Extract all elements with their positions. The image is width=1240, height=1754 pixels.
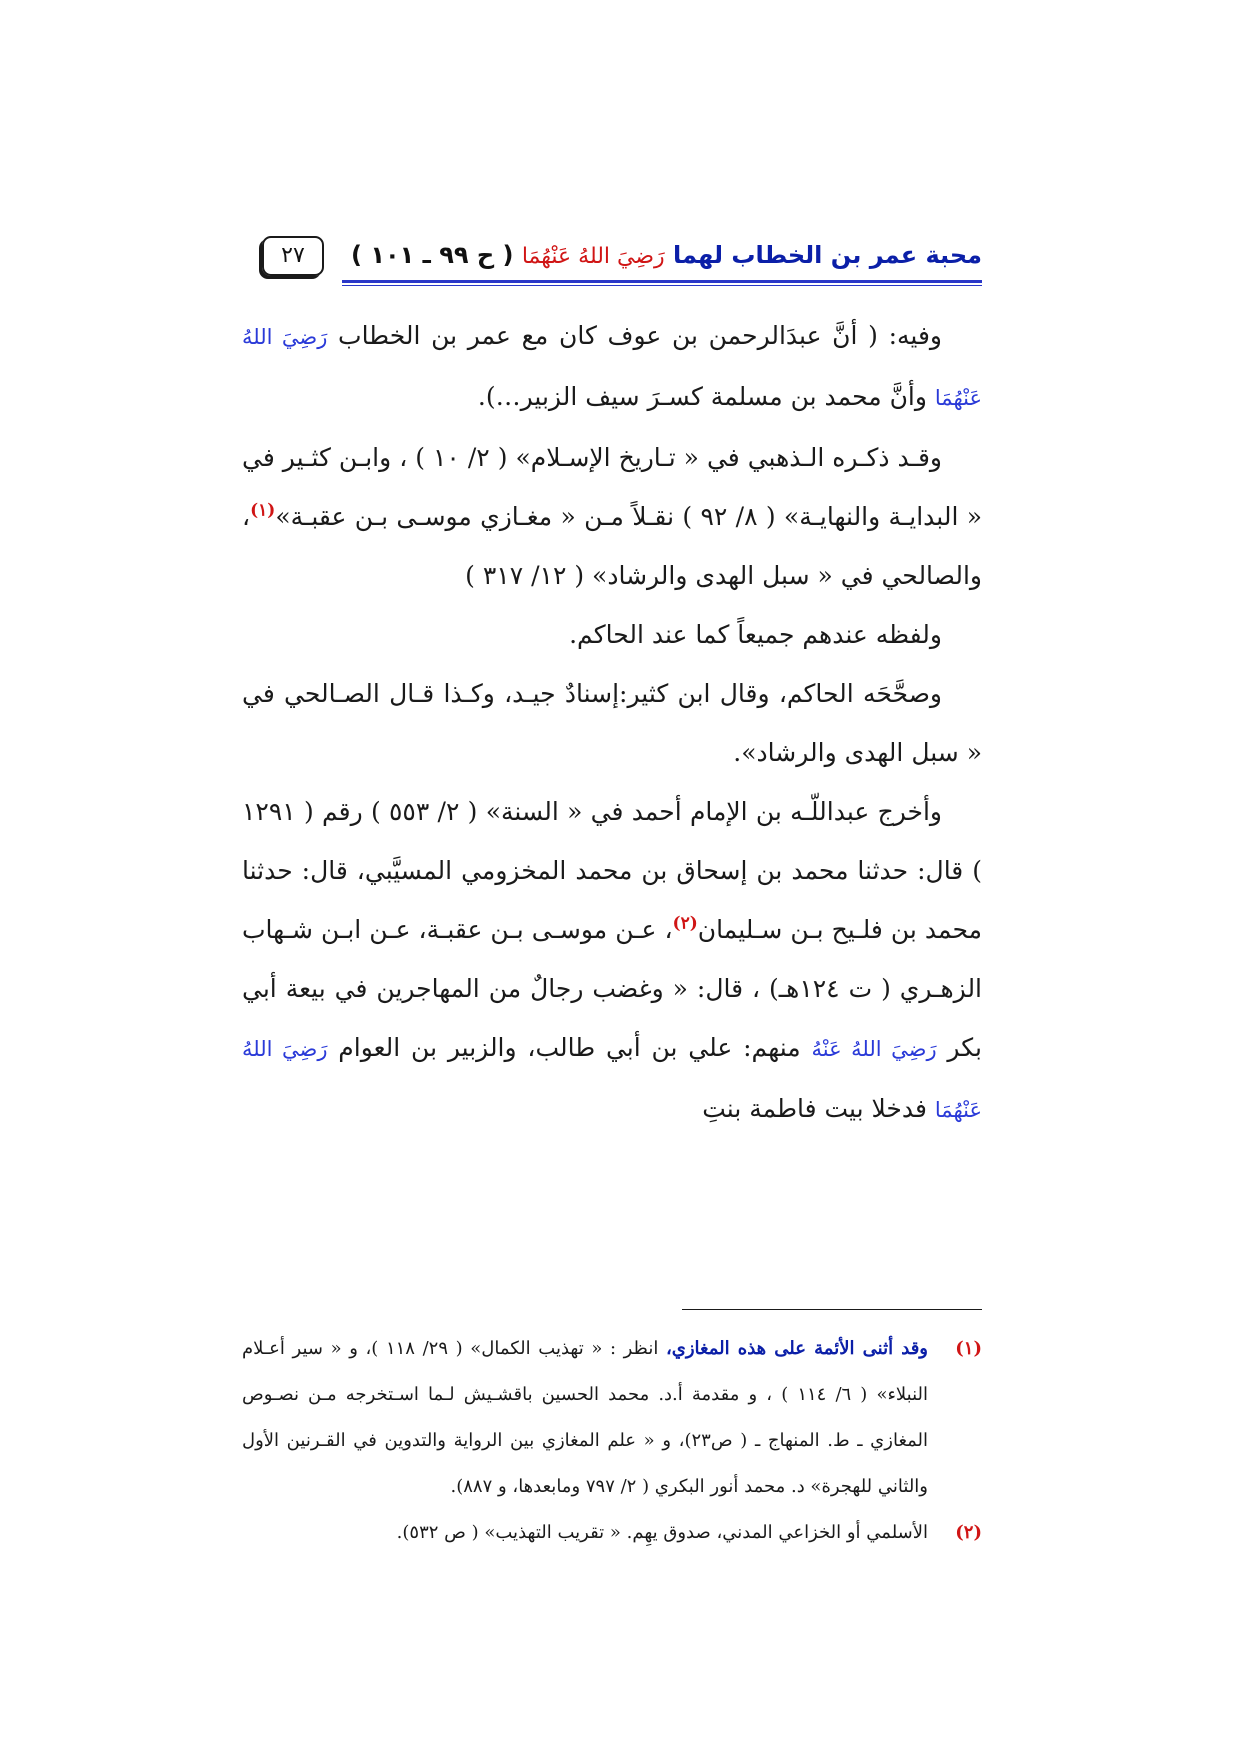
footnote-body: انظر : « تهذيب الكمال» ( ٢٩/ ١١٨ )، و « سير أعـلام النبلاء» ( ٦/ ١١٤ ) ، و مقدمة أ.د. محمد الحسين باقشـيش لـما اسـتخرجه مـن نصـوص المغازي ـ ط. المنهاج ـ ( ص٢٣)، و « علم المغازي بين الرواية والتدوين في القـرنين الأول والثاني للهجرة» د. محمد أنور البكري ( ٢/ ٧٩٧ ومابعدها، و ٨٨٧). [242, 1338, 929, 1497]
header-title-main: محبة عمر بن الخطاب لهما [673, 241, 982, 269]
honorific-glyph: رَضِيَ اللهُ عَنْهُمَا [242, 1037, 982, 1122]
paragraph-4: وصحَّحَه الحاكم، وقال ابن كثير:إسنادٌ جيـد، وكـذا قـال الصـالحي في « سبل الهدى والرشاد». [242, 679, 982, 767]
footnote-ref-1[interactable]: (١) [250, 500, 276, 521]
footnote-number: (٢) [955, 1522, 982, 1543]
paragraph-3: ولفظه عندهم جميعاً كما عند الحاكم. [569, 620, 942, 649]
footnote-text [242, 1510, 928, 1556]
footnote-text [242, 1326, 928, 1510]
footnote-lead: وقد أثنى الأئمة على هذه المغازي، [665, 1338, 928, 1359]
paragraph-1-text-a: وفيه: ( أنَّ عبدَالرحمن بن عوف كان مع عمر بن الخطاب [338, 321, 942, 350]
paragraph-2-text-b: ، والصالحي في « سبل الهدى والرشاد» ( ١٢/ ٣١٧ ) [242, 502, 982, 590]
header-honorific: رَضِيَ اللهُ عَنْهُمَا [521, 244, 665, 269]
header-rule [342, 280, 982, 286]
page-number: ٢٧ [262, 236, 324, 276]
paragraph-2 [242, 428, 982, 605]
footnote-ref-2[interactable]: (٢) [672, 913, 698, 934]
header-title [351, 236, 982, 274]
footnote-1 [242, 1326, 982, 1510]
footnote-separator [682, 1309, 982, 1310]
footnote-number: (١) [955, 1338, 982, 1359]
paragraph-1-text-b: وأنَّ محمد بن مسلمة كسـرَ سيف الزبير…). [477, 382, 927, 411]
honorific-glyph: رَضِيَ اللهُ عَنْهُمَا [242, 325, 982, 410]
footnote-body: الأسلمي أو الخزاعي المدني، صدوق يهِم. « تقريب التهذيب» ( ص ٥٣٢). [396, 1522, 928, 1543]
header-hadith-range: ( ح ٩٩ ـ ١٠١ ) [350, 241, 514, 269]
paragraph-2-text-a: وقـد ذكـره الـذهبي في « تـاريخ الإسـلام» ( ٢/ ١٠ ) ، وابـن كثـير في « البدايـة والنهايـة» ( ٨/ ٩٢ ) نقـلاً مـن « مغـازي موسـى بـن عقبـة» [242, 443, 983, 531]
footnotes [242, 1326, 982, 1556]
paragraph-5-text-c: منهم: علي بن أبي طالب، والزبير بن العوام [338, 1033, 801, 1062]
main-text [242, 306, 982, 1140]
paragraph-5-text-d: فدخلا بيت فاطمة بنتِ [702, 1094, 927, 1123]
honorific-glyph: رَضِيَ اللهُ عَنْهُ [811, 1037, 937, 1061]
paragraph-5 [242, 782, 982, 1140]
paragraph-5-text-b: ، عـن موسـى بـن عقبـة، عـن ابـن شـهاب الزهـري ( ت ١٢٤هـ) ، قال: « وغضب رجالٌ من المهاجرين في بيعة أبي بكر [242, 915, 983, 1062]
paragraph-5-text-a: وأخرج عبداللّـه بن الإمام أحمد في « السنة» ( ٢/ ٥٥٣ ) رقم ( ١٢٩١ ) قال: حدثنا محمد بن إسحاق بن محمد المخزومي المسيَّبي، قال: حدثنا محمد بن فلـيح بـن سـليمان [242, 797, 982, 944]
running-header [262, 236, 982, 278]
footnote-2 [242, 1510, 982, 1556]
paragraph-1 [242, 306, 982, 428]
